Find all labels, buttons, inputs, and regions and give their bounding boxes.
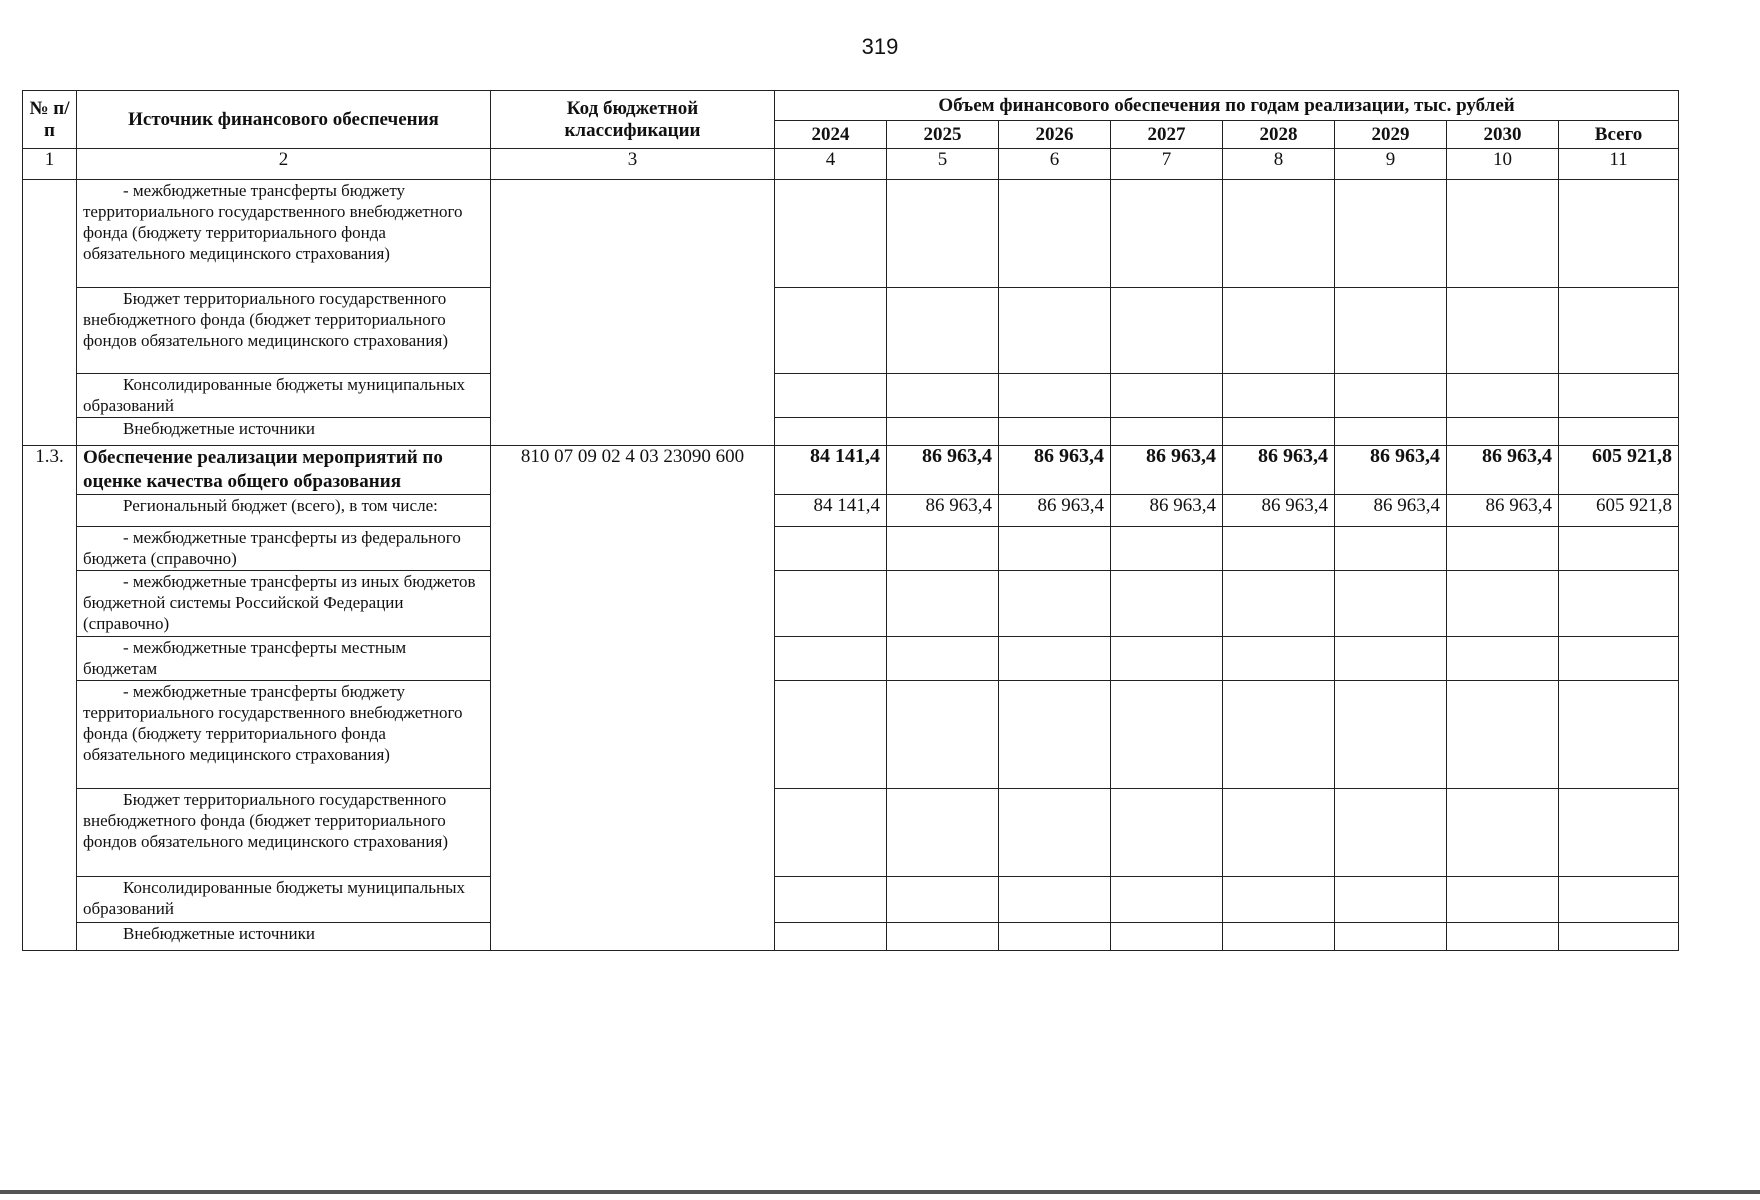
budget-code: 810 07 09 02 4 03 23090 600 <box>491 446 775 951</box>
header-num: № п/п <box>23 91 77 149</box>
table-row <box>23 571 1679 637</box>
value-cell: 86 963,4 <box>1335 446 1447 495</box>
header-year: 2026 <box>999 121 1111 149</box>
value-cell: 84 141,4 <box>775 446 887 495</box>
budget-code-empty <box>491 180 775 446</box>
column-number: 1 <box>23 149 77 180</box>
table-row <box>23 495 1679 527</box>
table-row <box>23 637 1679 681</box>
source-label: Внебюджетные источники <box>77 418 491 446</box>
total-cell: 605 921,8 <box>1559 446 1679 495</box>
table-row <box>23 288 1679 374</box>
financing-table <box>22 90 1679 951</box>
table-row <box>23 681 1679 789</box>
header-total: Всего <box>1559 121 1679 149</box>
column-number: 10 <box>1447 149 1559 180</box>
source-label: Внебюджетные источники <box>77 923 491 951</box>
table-row <box>23 374 1679 418</box>
source-label: - межбюджетные трансферты местным бюджетам <box>77 637 491 681</box>
value-cell: 86 963,4 <box>887 495 999 527</box>
table-row <box>23 877 1679 923</box>
column-number: 3 <box>491 149 775 180</box>
section-number: 1.3. <box>23 446 77 951</box>
column-number: 4 <box>775 149 887 180</box>
column-number: 2 <box>77 149 491 180</box>
page-number: 319 <box>861 34 899 59</box>
source-label: - межбюджетные трансферты из иных бюджетов бюджетной системы Российской Федерации (справочно) <box>77 571 491 637</box>
table-row <box>23 180 1679 288</box>
total-cell: 605 921,8 <box>1559 495 1679 527</box>
row-index-empty <box>23 180 77 446</box>
header-source: Источник финансового обеспечения <box>77 91 491 149</box>
source-label: - межбюджетные трансферты бюджету территориального государственного внебюджетного фонда (бюджету территориального фонда обязательного медицинского страхования) <box>77 681 491 789</box>
column-number: 8 <box>1223 149 1335 180</box>
section-title: Обеспечение реализации мероприятий по оценке качества общего образования <box>77 446 491 495</box>
header-year: 2025 <box>887 121 999 149</box>
value-cell: 86 963,4 <box>999 495 1111 527</box>
header-year: 2024 <box>775 121 887 149</box>
value-cell: 86 963,4 <box>1223 495 1335 527</box>
value-cell: 86 963,4 <box>1447 495 1559 527</box>
header-year: 2028 <box>1223 121 1335 149</box>
value-cell: 86 963,4 <box>1335 495 1447 527</box>
value-cell: 86 963,4 <box>999 446 1111 495</box>
header-code: Код бюджетной классификации <box>491 91 775 149</box>
column-number: 6 <box>999 149 1111 180</box>
column-number: 7 <box>1111 149 1223 180</box>
source-label: Бюджет территориального государственного внебюджетного фонда (бюджет территориального фондов обязательного медицинского страхования) <box>77 789 491 877</box>
column-number: 9 <box>1335 149 1447 180</box>
source-label: - межбюджетные трансферты из федерального бюджета (справочно) <box>77 527 491 571</box>
column-number: 5 <box>887 149 999 180</box>
header-volume: Объем финансового обеспечения по годам реализации, тыс. рублей <box>775 91 1679 121</box>
table-row <box>23 418 1679 446</box>
source-label: Бюджет территориального государственного внебюджетного фонда (бюджет территориального фондов обязательного медицинского страхования) <box>77 288 491 374</box>
table-row <box>23 923 1679 951</box>
table-row <box>23 527 1679 571</box>
table-row <box>23 789 1679 877</box>
header-year: 2027 <box>1111 121 1223 149</box>
value-cell: 86 963,4 <box>1111 495 1223 527</box>
source-label: Консолидированные бюджеты муниципальных образований <box>77 877 491 923</box>
value-cell: 86 963,4 <box>1111 446 1223 495</box>
value-cell: 86 963,4 <box>1447 446 1559 495</box>
value-cell: 84 141,4 <box>775 495 887 527</box>
header-year: 2030 <box>1447 121 1559 149</box>
value-cell: 86 963,4 <box>887 446 999 495</box>
section-title-row <box>23 446 1679 495</box>
header-year: 2029 <box>1335 121 1447 149</box>
value-cell: 86 963,4 <box>1223 446 1335 495</box>
scan-edge-line <box>0 1190 1760 1194</box>
source-label: - межбюджетные трансферты бюджету территориального государственного внебюджетного фонда (бюджету территориального фонда обязательного медицинского страхования) <box>77 180 491 288</box>
source-label: Региональный бюджет (всего), в том числе: <box>77 495 491 527</box>
column-number: 11 <box>1559 149 1679 180</box>
column-number-row <box>23 149 1679 180</box>
source-label: Консолидированные бюджеты муниципальных образований <box>77 374 491 418</box>
